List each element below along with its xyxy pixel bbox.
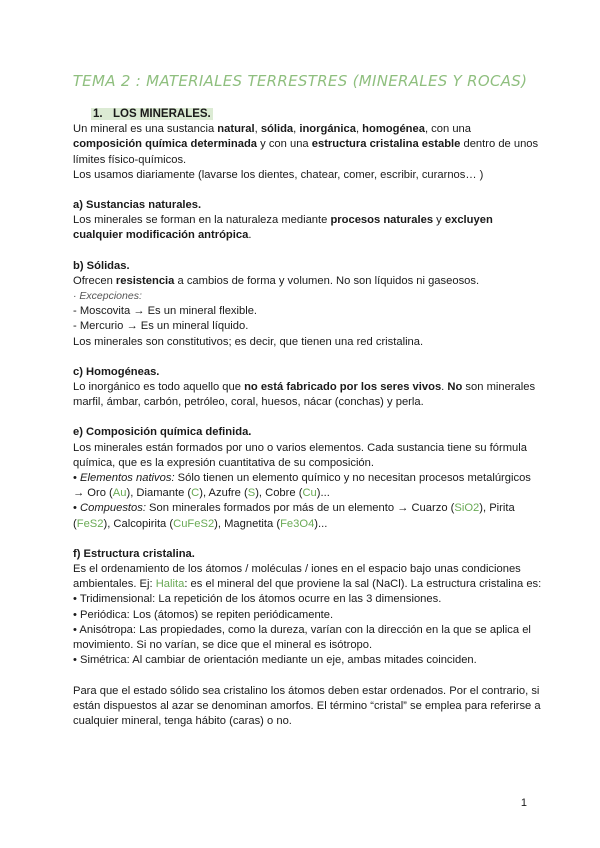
text: Son minerales formados por más de un elemento → Cuarzo ( (145, 502, 455, 515)
paragraph (73, 380, 543, 410)
text: )... (316, 487, 330, 500)
subsection-heading-e: e) Composición química definida. (73, 426, 252, 439)
list-item: • Compuestos: Son minerales formados por más de un elemento → Cuarzo (SiO2), Pirita (FeS2), Calcopirita (CuFeS2), Magnetita (Fe3O4)... (73, 502, 515, 530)
paragraph: Los minerales están formados por uno o varios elementos. Cada sustancia tiene su fórmula química, que es la expresión cuantitativa de su composición. (73, 441, 527, 469)
text: ), Diamante ( (126, 487, 192, 500)
bold-text: excluyen cualquier modificación antrópica (73, 214, 493, 242)
bold-text: resistencia (115, 274, 175, 287)
list-item: • Periódica: Los (átomos) se repiten periódicamente. (73, 608, 334, 621)
text: y con una (257, 138, 312, 151)
bold-text: No (447, 381, 463, 394)
text: : es el mineral del que proviene la sal (NaCl). La estructura cristalina es: (184, 578, 542, 591)
page-number: 1 (520, 797, 527, 809)
bold-text: no está fabricado por los seres vivos (244, 381, 442, 394)
heading-text: LOS MINERALES. (113, 108, 211, 120)
list-item: • Tridimensional: La repetición de los átomos ocurre en las 3 dimensiones. (73, 593, 442, 606)
text: , (293, 123, 300, 136)
text: ), Azufre ( (199, 487, 248, 500)
text: Sólo tienen un elemento químico y no necesitan procesos metalúrgicos → Oro ( (73, 472, 531, 500)
paragraph (73, 213, 543, 243)
intro-paragraph (73, 122, 543, 168)
text: ), Magnetita ( (214, 517, 281, 530)
bold-text: inorgánica (299, 123, 356, 136)
formula: CuFeS2 (173, 517, 215, 530)
text: , (254, 123, 261, 136)
text: a cambios de forma y volumen. No son líquidos ni gaseosos. (174, 274, 480, 287)
subsection-heading-b: b) Sólidas. (73, 259, 130, 272)
text: ), Calcopirita ( (103, 517, 174, 530)
bold-text: procesos naturales (330, 214, 434, 227)
italic-text: Elementos nativos: (80, 472, 175, 485)
paragraph: Los minerales son constitutivos; es decir, que tienen una red cristalina. (73, 335, 424, 348)
text: son minerales marfil, ámbar, carbón, petróleo, coral, huesos, nácar (conchas) y perla. (73, 381, 536, 409)
text: )... (314, 517, 328, 530)
bold-text: natural (217, 123, 255, 136)
subsection-heading-a: a) Sustancias naturales. (73, 199, 202, 212)
formula: Cu (302, 487, 317, 500)
text: ), Cobre ( (255, 487, 303, 500)
formula: Au (112, 487, 127, 500)
exceptions-label: · Excepciones: (73, 290, 142, 303)
formula: Fe3O4 (280, 517, 315, 530)
list-item: • Simétrica: Al cambiar de orientación mediante un eje, ambas mitades coinciden. (73, 654, 477, 667)
text: Es el ordenamiento de los átomos / moléculas / iones en el espacio bajo unas condiciones ambientales. Ej: (73, 563, 521, 591)
text: dentro de unos límites físico-químicos. (73, 138, 539, 166)
text: Los minerales se forman en la naturaleza mediante (73, 214, 331, 227)
bold-text: sólida (260, 123, 294, 136)
text: , (355, 123, 363, 136)
list-item: • Anisótropa: Las propiedades, como la dureza, varían con la dirección en la que se aplica el movimiento. Si no varían, se dice que el mineral es isótropo. (73, 623, 531, 652)
heading-highlight (91, 108, 213, 120)
list-item: • Elementos nativos: Sólo tienen un elemento químico y no necesitan procesos metalúrgicos → Oro (Au), Diamante (C), Azufre (S), Cobre (Cu)... (73, 472, 531, 500)
bold-text: estructura cristalina estable (311, 138, 461, 151)
subsection-heading-c: c) Homogéneas. (73, 365, 160, 378)
formula: S (247, 487, 256, 500)
page-title: TEMA 2 : MATERIALES TERRESTRES (MINERALES Y ROCAS) (72, 72, 528, 90)
text: Lo inorgánico es todo aquello que (73, 381, 245, 394)
text: , con una (424, 123, 471, 136)
paragraph (73, 274, 543, 289)
mineral-name: Halita (155, 578, 185, 591)
document-body (73, 107, 543, 729)
section-heading (91, 107, 543, 122)
subsection-heading-f: f) Estructura cristalina. (73, 547, 195, 560)
paragraph (73, 562, 543, 592)
bold-text: homogénea (362, 123, 425, 136)
text: . (441, 381, 448, 394)
text: Ofrecen (73, 274, 116, 287)
italic-text: Compuestos: (80, 502, 146, 515)
heading-number: 1. (93, 108, 103, 120)
formula: SiO2 (454, 502, 480, 515)
intro-usage: Los usamos diariamente (lavarse los dientes, chatear, comer, escribir, curarnos… ) (73, 168, 484, 181)
list-item: - Moscovita → Es un mineral flexible. (73, 305, 258, 318)
formula: C (191, 487, 200, 500)
bold-text: composición química determinada (73, 138, 258, 151)
text: Un mineral es una sustancia (73, 123, 218, 136)
text: ), Pirita ( (73, 502, 515, 530)
closing-paragraph: Para que el estado sólido sea cristalino los átomos deben estar ordenados. Por el contrario, si están dispuestos al azar se denominan amorfos. El término “cristal” se emplea para referirse a cualquier mineral, tenga hábito (caras) o no. (73, 684, 541, 727)
text: . (248, 229, 252, 242)
text: y (433, 214, 445, 227)
list-item: - Mercurio → Es un mineral líquido. (73, 320, 249, 333)
formula: FeS2 (76, 517, 104, 530)
